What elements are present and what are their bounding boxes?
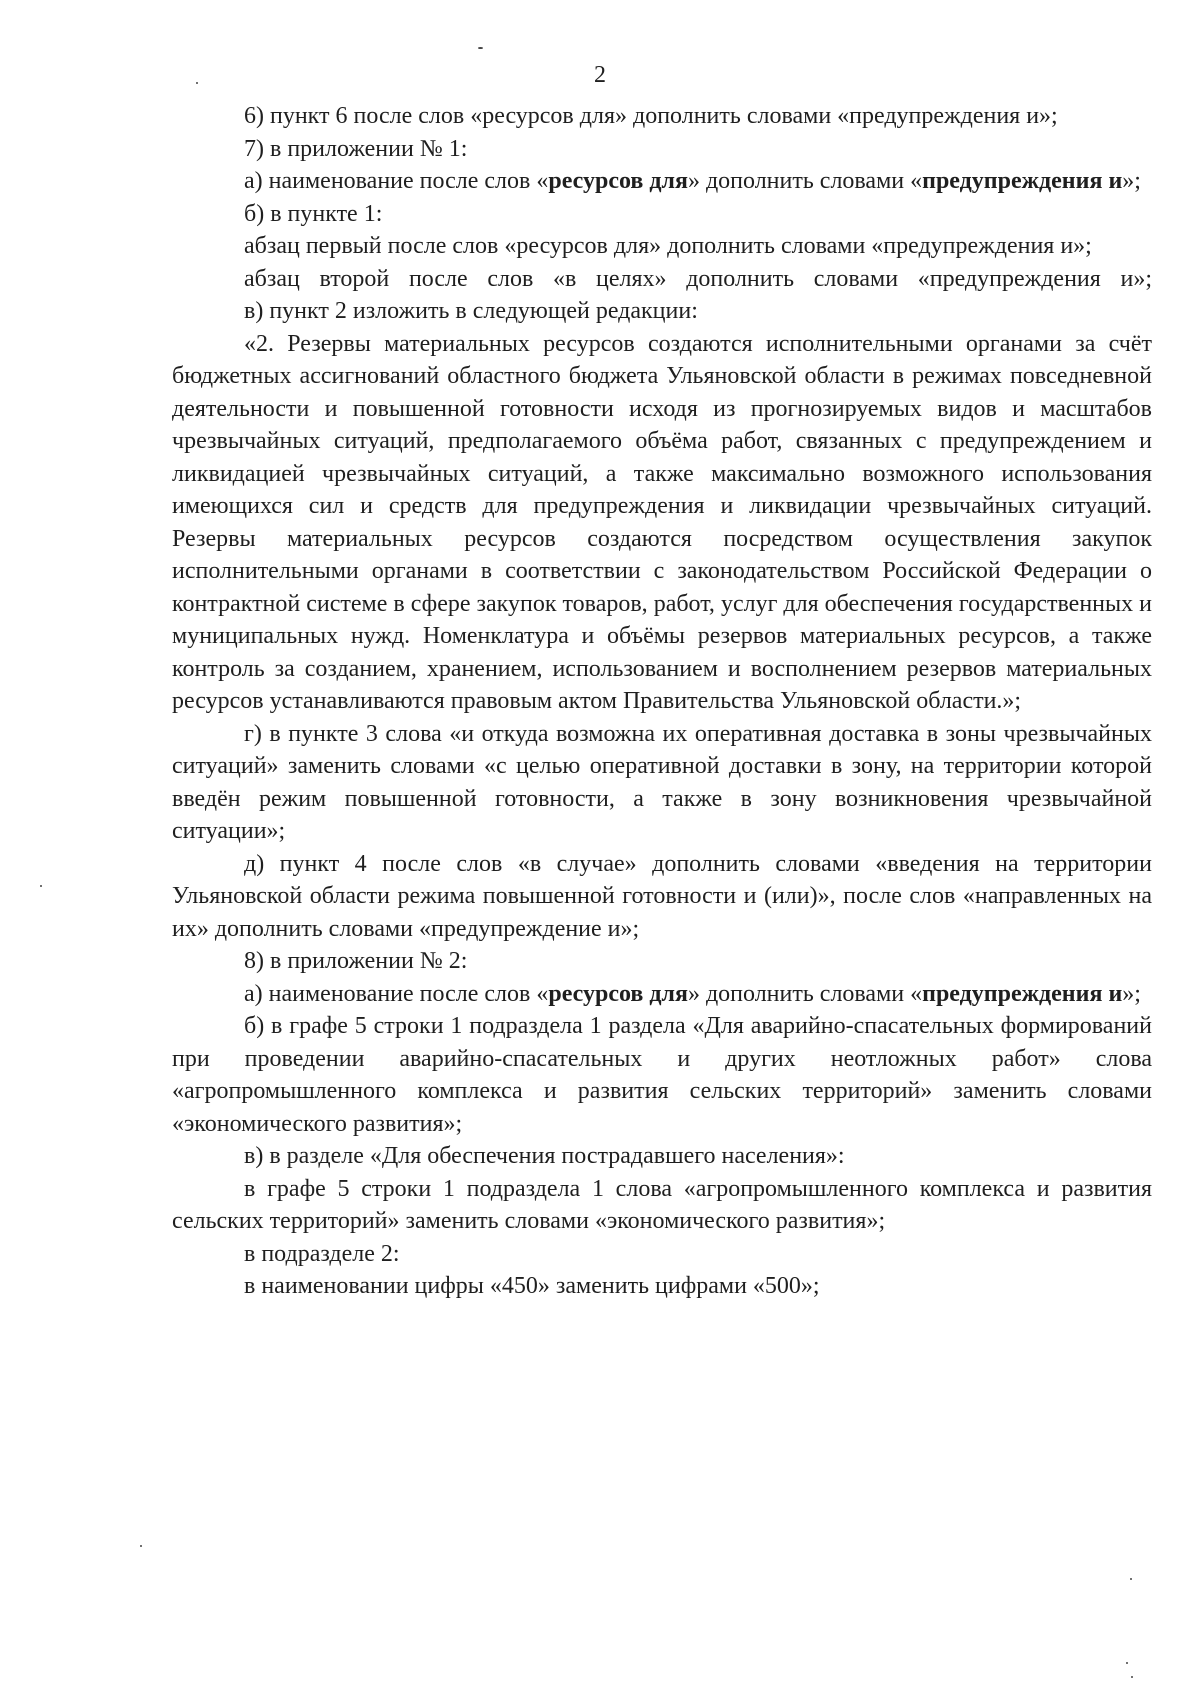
text-run: » дополнить словами « xyxy=(687,168,923,194)
paragraph-item-8v-2: в подразделе 2: xyxy=(244,1240,400,1267)
paragraph-item-7g: г) в пункте 3 слова «и откуда возможна их оперативная доставка в зоны чрезвычайных ситуаций» заменить словами «с целью оперативной доставки в зону, на территории которой введён режим повышенной готовности, а также в зону возникновения чрезвычайной ситуации»; xyxy=(172,720,1152,844)
scan-speck xyxy=(140,1545,142,1547)
scan-speck xyxy=(40,885,42,887)
bold-text-run: предупреждения и xyxy=(922,168,1123,194)
bold-text-run: предупреждения и xyxy=(922,980,1123,1007)
paragraph-item-7b-1: абзац первый после слов «ресурсов для» дополнить словами «предупреждения и»; xyxy=(244,233,1092,259)
paragraph-item-8v-1: в графе 5 строки 1 подраздела 1 слова «агропромышленного комплекса и развития сельских территорий» заменить словами «экономического развития»; xyxy=(172,1175,1152,1234)
paragraph-item-7: 7) в приложении № 1: xyxy=(244,135,468,162)
scan-speck xyxy=(1130,1578,1132,1580)
paragraph-item-7b: б) в пункте 1: xyxy=(244,200,383,227)
scan-speck xyxy=(1126,1662,1128,1664)
paragraph-item-6: 6) пункт 6 после слов «ресурсов для» дополнить словами «предупреждения и»; xyxy=(244,103,1058,129)
paragraph-item-8v-2-1: в наименовании цифры «450» заменить цифрами «500»; xyxy=(244,1273,820,1299)
scan-speck xyxy=(196,82,198,84)
paragraph-item-7b-2: абзац второй после слов «в целях» дополнить словами «предупреждения и»; xyxy=(244,265,1152,292)
text-run: »; xyxy=(1122,980,1141,1007)
scan-speck xyxy=(478,47,483,49)
paragraph-item-8b: б) в графе 5 строки 1 подраздела 1 раздела «Для аварийно-спасательных формирований при проведении аварийно-спасательных и других неотложных работ» слова «агропромышленного комплекса и развития сельских территорий» заменить словами «экономического развития»; xyxy=(172,1013,1152,1137)
text-run: » дополнить словами « xyxy=(687,980,923,1007)
text-run: а) наименование после слов « xyxy=(244,168,549,194)
paragraph-item-8a xyxy=(172,978,1152,1011)
paragraph-item-7a xyxy=(172,165,1152,198)
paragraph-item-8v: в) в разделе «Для обеспечения пострадавшего населения»: xyxy=(244,1143,845,1169)
paragraph-quote-point-2: «2. Резервы материальных ресурсов создаются исполнительными органами за счёт бюджетных ассигнований областного бюджета Ульяновской области в режимах повседневной деятельности и повышенной готовности исходя из прогнозируемых видов и масштабов чрезвычайных ситуаций, предполагаемого объёма работ, связанных с предупреждением и ликвидацией чрезвычайных ситуаций, а также максимально возможного использования имеющихся сил и средств для предупреждения и ликвидации чрезвычайных ситуаций. Резервы материальных ресурсов создаются посредством осуществления закупок исполнительными органами в соответствии с законодательством Российской Федерации о контрактной системе в сфере закупок товаров, работ, услуг для обеспечения государственных и муниципальных нужд. Номенклатура и объёмы резервов материальных ресурсов, а также контроль за созданием, хранением, использованием и восполнением резервов материальных ресурсов устанавливаются правовым актом Правительства Ульяновской области.»; xyxy=(172,330,1152,714)
scan-speck xyxy=(1131,1676,1133,1678)
paragraph-item-8: 8) в приложении № 2: xyxy=(244,948,468,974)
text-run: а) наименование после слов « xyxy=(244,980,549,1007)
text-run: »; xyxy=(1122,168,1141,194)
page-number: 2 xyxy=(594,62,606,88)
document-body xyxy=(172,100,1152,1303)
paragraph-item-7v: в) пункт 2 изложить в следующей редакции: xyxy=(244,298,698,324)
bold-text-run: ресурсов для xyxy=(548,980,688,1007)
bold-text-run: ресурсов для xyxy=(548,168,688,194)
paragraph-item-7d: д) пункт 4 после слов «в случае» дополнить словами «введения на территории Ульяновской области режима повышенной готовности и (или)», после слов «направленных на их» дополнить словами «предупреждение и»; xyxy=(172,850,1152,942)
